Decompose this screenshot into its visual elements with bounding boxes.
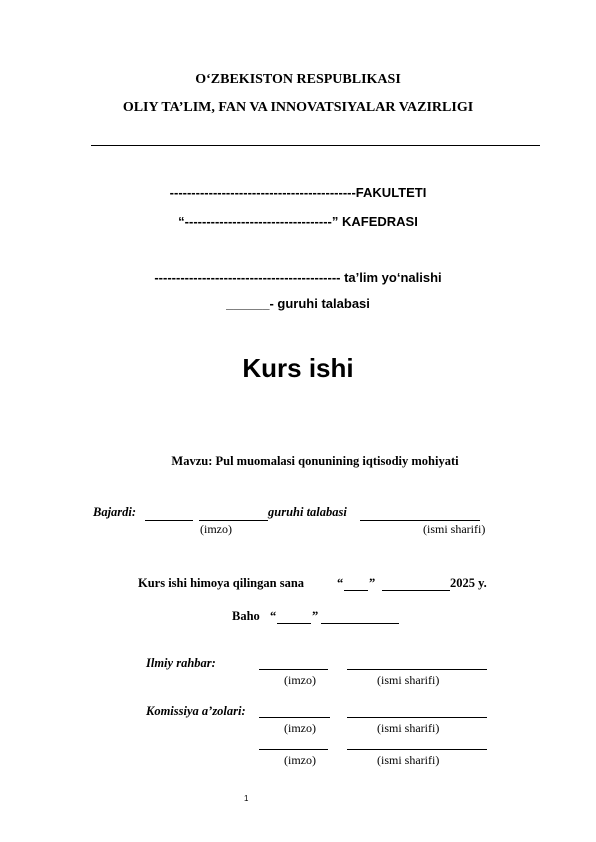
commission-signature-caption-2: (imzo): [284, 753, 316, 767]
grade-quote-open: “: [270, 609, 277, 623]
grade-value-line: [277, 623, 311, 624]
header-divider: [91, 145, 540, 146]
supervisor-name-line: [347, 669, 487, 670]
supervisor-signature-caption: (imzo): [284, 673, 316, 687]
study-direction-line: ------------------------------------------- ta’lim yo‘nalishi: [154, 270, 442, 285]
topic-line: Mavzu: Pul muomalasi qonunining iqtisodiy mohiyati: [171, 454, 459, 468]
faculty-line: -------------------------------------------FAKULTETI: [169, 185, 427, 200]
supervisor-name-caption: (ismi sharifi): [377, 673, 440, 687]
performed-name-caption: (ismi sharifi): [423, 522, 486, 536]
performed-signature-caption: (imzo): [200, 522, 232, 536]
performed-name-line: [360, 520, 480, 521]
commission-signature-caption-1: (imzo): [284, 721, 316, 735]
commission-signature-line-1: [259, 717, 330, 718]
grade-words-line: [321, 623, 399, 624]
document-title: Kurs ishi: [242, 353, 354, 383]
defense-day-line: [344, 590, 368, 591]
supervisor-label: Ilmiy rahbar:: [146, 656, 216, 670]
ministry-heading: OLIY TA’LIM, FAN VA INNOVATSIYALAR VAZIRLIGI: [122, 100, 474, 115]
defense-quote-open: “: [337, 576, 344, 590]
commission-name-caption-2: (ismi sharifi): [377, 753, 440, 767]
commission-name-line-1: [347, 717, 487, 718]
defense-quote-close: ”: [369, 576, 376, 590]
performed-signature-line: [145, 520, 193, 521]
defense-year: 2025 y.: [450, 576, 487, 590]
commission-signature-line-2: [259, 749, 328, 750]
commission-name-line-2: [347, 749, 487, 750]
performed-group-line: [199, 520, 268, 521]
commission-label: Komissiya a’zolari:: [146, 704, 246, 718]
student-label: guruhi talabasi: [268, 505, 347, 519]
supervisor-signature-line: [259, 669, 328, 670]
defense-date-label: Kurs ishi himoya qilingan sana: [138, 576, 305, 590]
grade-label: Baho: [232, 609, 260, 623]
page-number: 1: [244, 794, 249, 803]
department-line: “----------------------------------” KAFEDRASI: [178, 214, 418, 229]
republic-heading: O‘ZBEKISTON RESPUBLIKASI: [195, 72, 401, 87]
performed-label: Bajardi:: [93, 505, 137, 519]
grade-quote-close: ”: [312, 609, 319, 623]
group-line: ______- guruhi talabasi: [226, 296, 370, 311]
defense-month-line: [382, 590, 450, 591]
commission-name-caption-1: (ismi sharifi): [377, 721, 440, 735]
